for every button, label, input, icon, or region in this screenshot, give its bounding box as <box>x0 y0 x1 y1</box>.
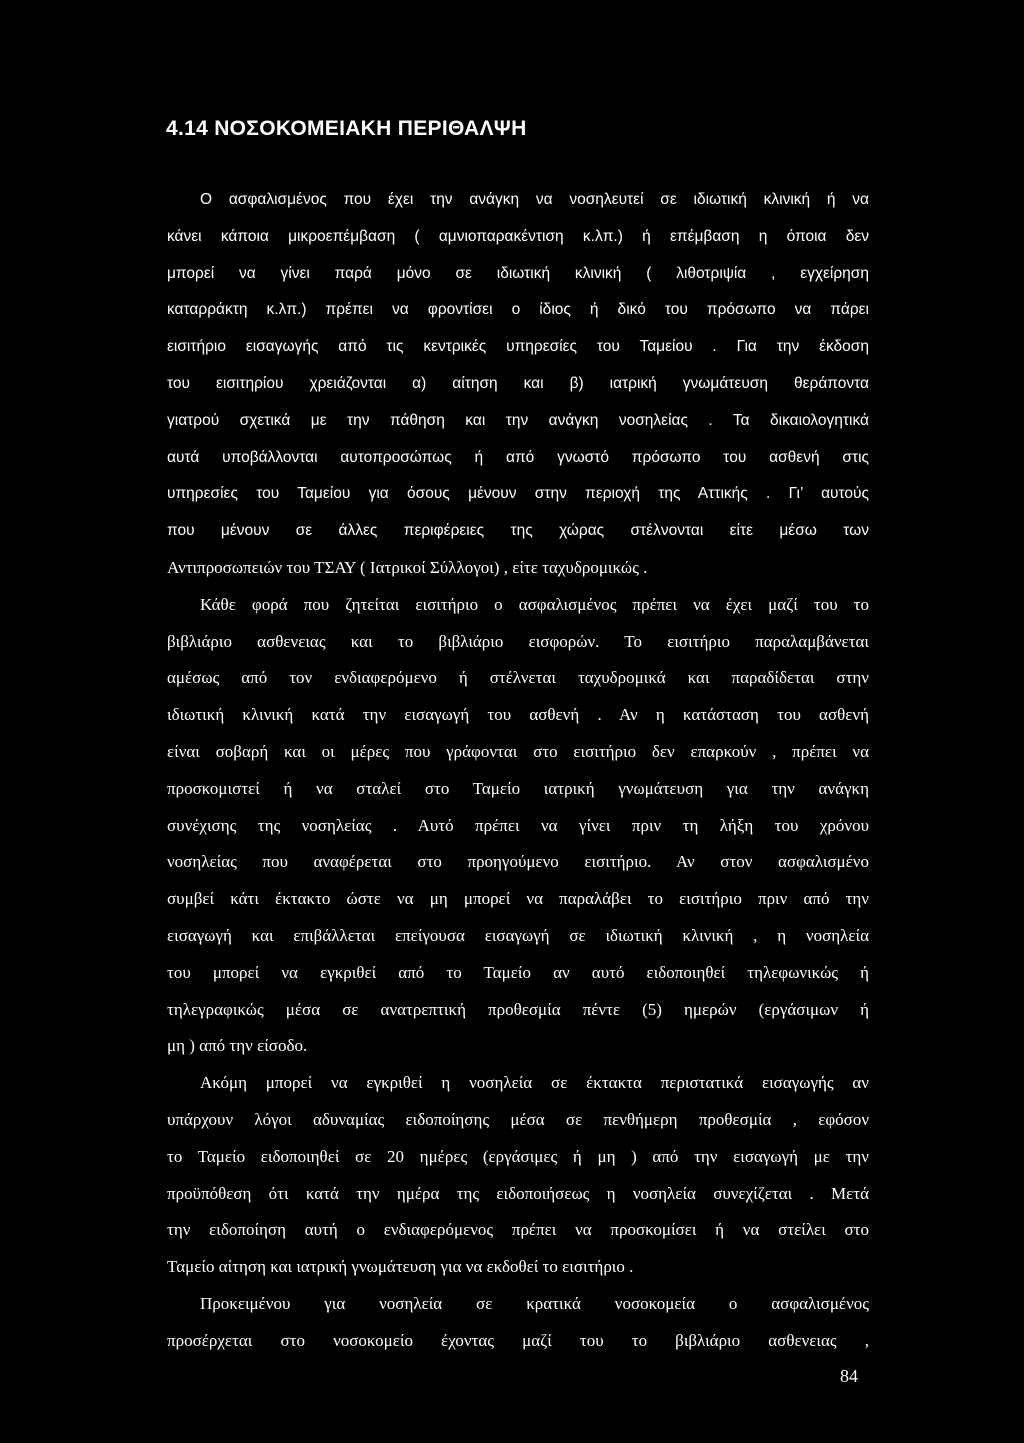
text-line: εισαγωγή και επιβάλλεται επείγουσα εισαγωγή σε ιδιωτική κλινική , η νοσηλεία <box>167 925 869 945</box>
body-text <box>167 182 869 1360</box>
text-line: Προκειμένου για νοσηλεία σε κρατικά νοσοκομεία ο ασφαλισμένος <box>200 1293 869 1313</box>
text-line: καταρράκτη κ.λπ.) πρέπει να φροντίσει ο ίδιος ή δικό του πρόσωπο να πάρει <box>167 301 869 319</box>
text-line: μη ) από την είσοδο. <box>167 1036 308 1056</box>
text-line: του μπορεί να εγκριθεί από το Ταμείο αν αυτό ειδοποιηθεί τηλεφωνικώς ή <box>167 962 869 982</box>
text-line: τηλεγραφικώς μέσα σε ανατρεπτική προθεσμία πέντε (5) ημερών (εργάσιμων ή <box>167 999 869 1019</box>
text-line: Ταμείο αίτηση και ιατρική γνωμάτευση για να εκδοθεί το εισιτήριο . <box>167 1257 634 1277</box>
text-line: Αντιπροσωπειών του ΤΣΑΥ ( Ιατρικοί Σύλλογοι) , είτε ταχυδρομικώς . <box>167 557 648 577</box>
text-line: είναι σοβαρή και οι μέρες που γράφονται στο εισιτήριο δεν επαρκούν , πρέπει να <box>167 741 869 761</box>
text-line: Ο ασφαλισμένος που έχει την ανάγκη να νοσηλευτεί σε ιδιωτική κλινική ή να <box>200 191 869 208</box>
text-line: προϋπόθεση ότι κατά την ημέρα της ειδοποιήσεως η νοσηλεία συνεχίζεται . Μετά <box>167 1183 869 1203</box>
text-line: την ειδοποίηση αυτή ο ενδιαφερόμενος πρέπει να προσκομίσει ή να στείλει στο <box>167 1220 869 1240</box>
page-number: 84 <box>840 1366 858 1386</box>
text-line: γιατρού σχετικά με την πάθηση και την ανάγκη νοσηλείας . Τα δικαιολογητικά <box>167 411 869 429</box>
text-line: που μένουν σε άλλες περιφέρειες της χώρας στέλνονται είτε μέσω των <box>167 522 869 540</box>
text-line: προσκομιστεί ή να σταλεί στο Ταμείο ιατρική γνωμάτευση για την ανάγκη <box>167 778 869 798</box>
text-line: μπορεί να γίνει παρά μόνο σε ιδιωτική κλινική ( λιθοτριψία , εγχείρηση <box>167 264 869 282</box>
text-line: του εισιτηρίου χρειάζονται α) αίτηση και β) ιατρική γνωμάτευση θεράποντα <box>167 374 869 392</box>
text-line: ιδιωτική κλινική κατά την εισαγωγή του ασθενή . Αν η κατάσταση του ασθενή <box>167 705 869 725</box>
text-line: αμέσως από τον ενδιαφερόμενο ή στέλνεται ταχυδρομικά και παραδίδεται στην <box>167 668 869 688</box>
text-line: προσέρχεται στο νοσοκομείο έχοντας μαζί του το βιβλιάριο ασθενειας , <box>167 1330 869 1350</box>
text-line: το Ταμείο ειδοποιηθεί σε 20 ημέρες (εργάσιμες ή μη ) από την εισαγωγή με την <box>167 1146 869 1166</box>
text-line: εισιτήριο εισαγωγής από τις κεντρικές υπηρεσίες του Ταμείου . Για την έκδοση <box>167 338 869 356</box>
text-line: Ακόμη μπορεί να εγκριθεί η νοσηλεία σε έκτακτα περιστατικά εισαγωγής αν <box>200 1073 869 1093</box>
text-line: νοσηλείας που αναφέρεται στο προηγούμενο εισιτήριο. Αν στον ασφαλισμένο <box>167 852 869 872</box>
text-line: Κάθε φορά που ζητείται εισιτήριο ο ασφαλισμένος πρέπει να έχει μαζί του το <box>200 594 869 614</box>
text-line: κάνει κάποια μικροεπέμβαση ( αμνιοπαρακέντιση κ.λπ.) ή επέμβαση η όποια δεν <box>167 227 869 245</box>
section-heading: 4.14 ΝΟΣΟΚΟΜΕΙΑΚΗ ΠΕΡΙΘΑΛΨΗ <box>166 117 527 140</box>
text-line: συμβεί κάτι έκτακτο ώστε να μη μπορεί να παραλάβει το εισιτήριο πριν από την <box>167 889 869 909</box>
text-line: βιβλιάριο ασθενειας και το βιβλιάριο εισφορών. Το εισιτήριο παραλαμβάνεται <box>167 631 869 651</box>
text-line: αυτά υποβάλλονται αυτοπροσώπως ή από γνωστό πρόσωπο του ασθενή στις <box>167 448 869 466</box>
text-line: υπάρχουν λόγοι αδυναμίας ειδοποίησης μέσα σε πενθήμερη προθεσμία , εφόσον <box>167 1109 869 1129</box>
text-line: συνέχισης της νοσηλείας . Αυτό πρέπει να γίνει πριν τη λήξη του χρόνου <box>167 815 869 835</box>
text-line: υπηρεσίες του Ταμείου για όσους μένουν στην περιοχή της Αττικής . Γι’ αυτούς <box>167 485 869 503</box>
